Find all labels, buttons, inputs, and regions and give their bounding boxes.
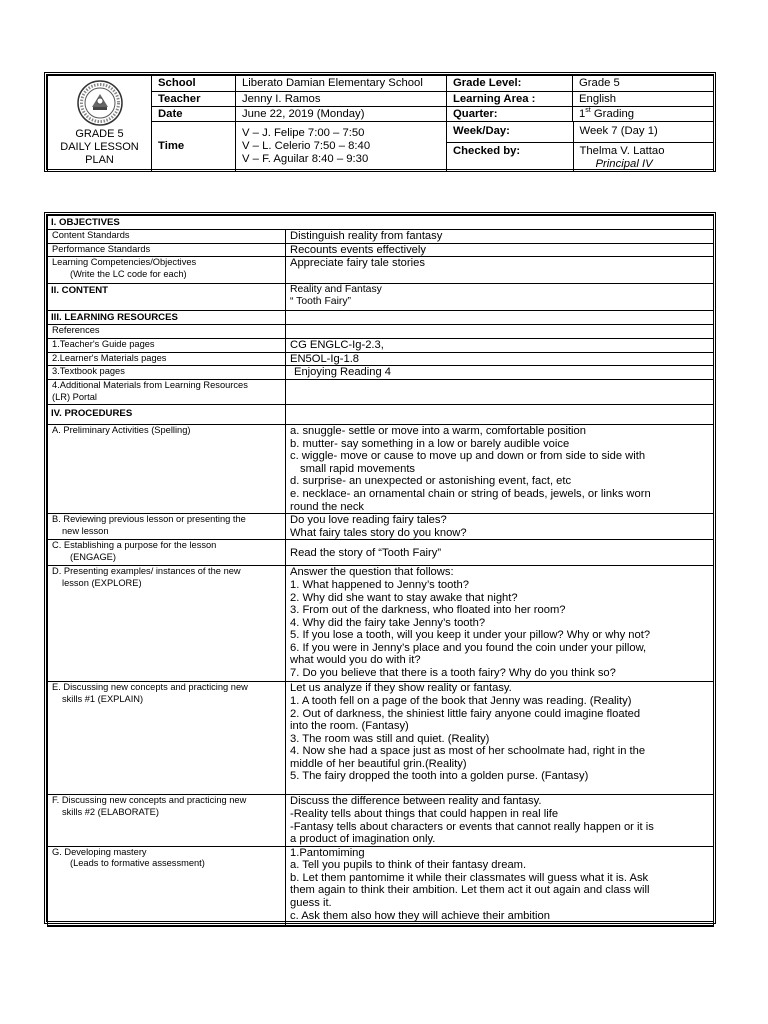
checked-by-label: Checked by: [447, 142, 573, 171]
procedure-e-label [48, 682, 286, 795]
resources-heading: III. LEARNING RESOURCES [48, 311, 286, 325]
competencies-label-line: (Write the LC code for each) [70, 268, 187, 279]
competencies-label [48, 257, 286, 284]
procedure-g-label-line: (Leads to formative assessment) [70, 858, 205, 869]
procedure-f-content [286, 795, 714, 846]
school-label: School [152, 76, 236, 92]
procedure-e-label-line: skills #1 (EXPLAIN) [62, 694, 144, 705]
checked-by-value [573, 142, 714, 171]
checked-by-name: Thelma V. Lattao [579, 144, 665, 157]
blank-row-value [286, 925, 714, 926]
analysis-line: 4. Now she had a space just as most of her schoolmate had, right in the [290, 745, 646, 758]
content-standards-value: Distinguish reality from fantasy [286, 230, 714, 244]
time-slot: V – J. Felipe 7:00 – 7:50 [242, 126, 365, 139]
week-checked-cell [447, 122, 714, 172]
competencies-value: Appreciate fairy tale stories [286, 257, 714, 284]
procedure-b-label [48, 514, 286, 540]
quarter-number: 1 [579, 107, 586, 120]
mastery-line: 1.Pantomiming [290, 846, 365, 859]
week-day-label: Week/Day: [447, 122, 573, 142]
procedure-e-label-line: E. Discussing new concepts and practicing new [52, 682, 248, 693]
vocabulary-item-cont: round the neck [290, 500, 365, 513]
learners-materials-label: 2.Learner's Materials pages [48, 352, 286, 366]
question-line: Answer the question that follows: [290, 566, 454, 579]
procedure-c-content: Read the story of “Tooth Fairy” [286, 540, 714, 566]
learning-area-value: English [573, 92, 714, 107]
plan-title-line: PLAN [85, 153, 114, 166]
content-line: “ Tooth Fairy” [290, 296, 352, 308]
school-value: Liberato Damian Elementary School [236, 76, 447, 92]
procedure-a-label: A. Preliminary Activities (Spelling) [48, 424, 286, 513]
plan-title-line: GRADE 5 [75, 127, 124, 140]
elaborate-line: a product of imagination only. [290, 833, 436, 846]
procedures-heading-blank [286, 404, 714, 424]
procedure-g-label-line: G. Developing mastery [52, 846, 147, 857]
references-value [286, 325, 714, 339]
elaborate-line: -Reality tells about things that could happen in real life [290, 807, 559, 820]
teacher-label: Teacher [152, 92, 236, 107]
procedure-f-label-line: F. Discussing new concepts and practicing new [52, 795, 247, 806]
question-line: 6. If you were in Jenny’s place and you found the coin under your pillow, [290, 641, 647, 654]
week-day-value: Week 7 (Day 1) [573, 122, 714, 142]
content-standards-label: Content Standards [48, 230, 286, 244]
procedure-f-label-line: skills #2 (ELABORATE) [62, 807, 159, 818]
procedure-c-label [48, 540, 286, 566]
resources-heading-blank [286, 311, 714, 325]
mastery-line: guess it. [290, 897, 332, 910]
quarter-label: Quarter: [447, 107, 573, 122]
competencies-label-line: Learning Competencies/Objectives [52, 257, 197, 268]
procedure-e-content [286, 682, 714, 795]
grade-level-value: Grade 5 [573, 76, 714, 92]
analysis-line: 1. A tooth fell on a page of the book that Jenny was reading. (Reality) [290, 694, 632, 707]
vocabulary-item: b. mutter- say something in a low or barely audible voice [290, 437, 570, 450]
plan-title [48, 128, 151, 167]
learners-materials-value: EN5OL-Ig-1.8 [286, 352, 714, 366]
mastery-line: b. Let them pantomime it while their classmates will guess what it is. Ask [290, 871, 649, 884]
analysis-line: Let us analyze if they show reality or fantasy. [290, 682, 512, 695]
question-line: 2. Why did she want to stay awake that night? [290, 591, 518, 604]
procedures-heading: IV. PROCEDURES [48, 404, 286, 424]
procedure-g-label [48, 846, 286, 925]
procedure-b-line: What fairy tales story do you know? [290, 526, 467, 539]
deped-seal-icon [77, 80, 123, 126]
question-line: 4. Why did the fairy take Jenny’s tooth? [290, 616, 486, 629]
question-line: 1. What happened to Jenny’s tooth? [290, 578, 469, 591]
vocabulary-item: c. wiggle- move or cause to move up and down or from side to side with [290, 450, 646, 463]
grade-level-label: Grade Level: [447, 76, 573, 92]
date-label: Date [152, 107, 236, 122]
textbook-label: 3.Textbook pages [48, 366, 286, 380]
procedure-d-label-line: D. Presenting examples/ instances of the new [52, 566, 241, 577]
procedure-c-label-line: (ENGAGE) [70, 552, 116, 563]
procedure-d-label-line: lesson (EXPLORE) [62, 578, 142, 589]
procedure-b-content [286, 514, 714, 540]
plan-title-line: DAILY LESSON [60, 140, 139, 153]
analysis-line: middle of her beautiful grin.(Reality) [290, 757, 467, 770]
elaborate-line: -Fantasy tells about characters or events that cannot really happen or it is [290, 820, 654, 833]
checked-by-title: Principal IV [595, 157, 653, 170]
references-label: References [48, 325, 286, 339]
teacher-value: Jenny I. Ramos [236, 92, 447, 107]
question-line: 5. If you lose a tooth, will you keep it under your pillow? Why or why not? [290, 629, 651, 642]
procedure-b-label-line: new lesson [62, 525, 109, 536]
analysis-line: 2. Out of darkness, the shiniest little fairy anyone could imagine floated [290, 707, 641, 720]
vocabulary-item: a. snuggle- settle or move into a warm, comfortable position [290, 424, 586, 437]
textbook-value: Enjoying Reading 4 [286, 366, 714, 380]
additional-materials-label-line: 4.Additional Materials from Learning Resources [52, 379, 248, 390]
mastery-line: c. Ask them also how they will achieve their ambition [290, 909, 550, 922]
time-slot: V – L. Celerio 7:50 – 8:40 [242, 139, 371, 152]
question-line: 7. Do you believe that there is a tooth fairy? Why do you think so? [290, 667, 616, 680]
time-label: Time [152, 122, 236, 172]
time-slot: V – F. Aguilar 8:40 – 9:30 [242, 152, 369, 165]
procedure-f-label [48, 795, 286, 846]
procedure-g-content [286, 846, 714, 925]
procedure-d-content [286, 566, 714, 682]
performance-standards-value: Recounts events effectively [286, 243, 714, 257]
quarter-ordinal: st [585, 106, 591, 114]
performance-standards-label: Performance Standards [48, 243, 286, 257]
mastery-line: a. Tell you pupils to think of their fantasy dream. [290, 859, 527, 872]
question-line: 3. From out of the darkness, who floated into her room? [290, 604, 566, 617]
teachers-guide-label: 1.Teacher's Guide pages [48, 339, 286, 353]
question-line: what would you do with it? [290, 654, 421, 667]
vocabulary-item: e. necklace- an ornamental chain or string of beads, jewels, or links worn [290, 487, 651, 500]
vocabulary-item-cont: small rapid movements [300, 462, 416, 475]
procedure-b-line: Do you love reading fairy tales? [290, 514, 447, 527]
blank-row-label [48, 925, 286, 926]
learning-area-label: Learning Area : [447, 92, 573, 107]
analysis-line: 5. The fairy dropped the tooth into a golden purse. (Fantasy) [290, 770, 589, 783]
procedure-b-label-line: B. Reviewing previous lesson or presenting the [52, 514, 246, 525]
quarter-text: Grading [590, 107, 635, 120]
additional-materials-label-line: (LR) Portal [52, 391, 97, 402]
analysis-line: 3. The room was still and quiet. (Reality) [290, 732, 490, 745]
date-value: June 22, 2019 (Monday) [236, 107, 447, 122]
vocabulary-item: d. surprise- an unexpected or astonishing event, fact, etc [290, 475, 572, 488]
procedure-c-label-line: C. Establishing a purpose for the lesson [52, 540, 217, 551]
mastery-line: them again to think their ambition. Let them act it out again and class will [290, 884, 650, 897]
additional-materials-value [286, 379, 714, 404]
lesson-plan-body [44, 212, 716, 924]
analysis-line: into the room. (Fantasy) [290, 720, 409, 733]
procedure-a-content [286, 424, 714, 513]
content-heading: II. CONTENT [48, 284, 286, 311]
content-value [286, 284, 714, 311]
additional-materials-label [48, 379, 286, 404]
procedure-d-label [48, 566, 286, 682]
objectives-heading: I. OBJECTIVES [48, 216, 714, 230]
header-logo-cell [48, 76, 152, 172]
lesson-plan-header [44, 72, 716, 172]
content-line: Reality and Fantasy [290, 284, 382, 296]
elaborate-line: Discuss the difference between reality and fantasy. [290, 795, 542, 808]
teachers-guide-value: CG ENGLC-Ig-2.3, [286, 339, 714, 353]
quarter-value [573, 107, 714, 122]
time-value [236, 122, 447, 172]
